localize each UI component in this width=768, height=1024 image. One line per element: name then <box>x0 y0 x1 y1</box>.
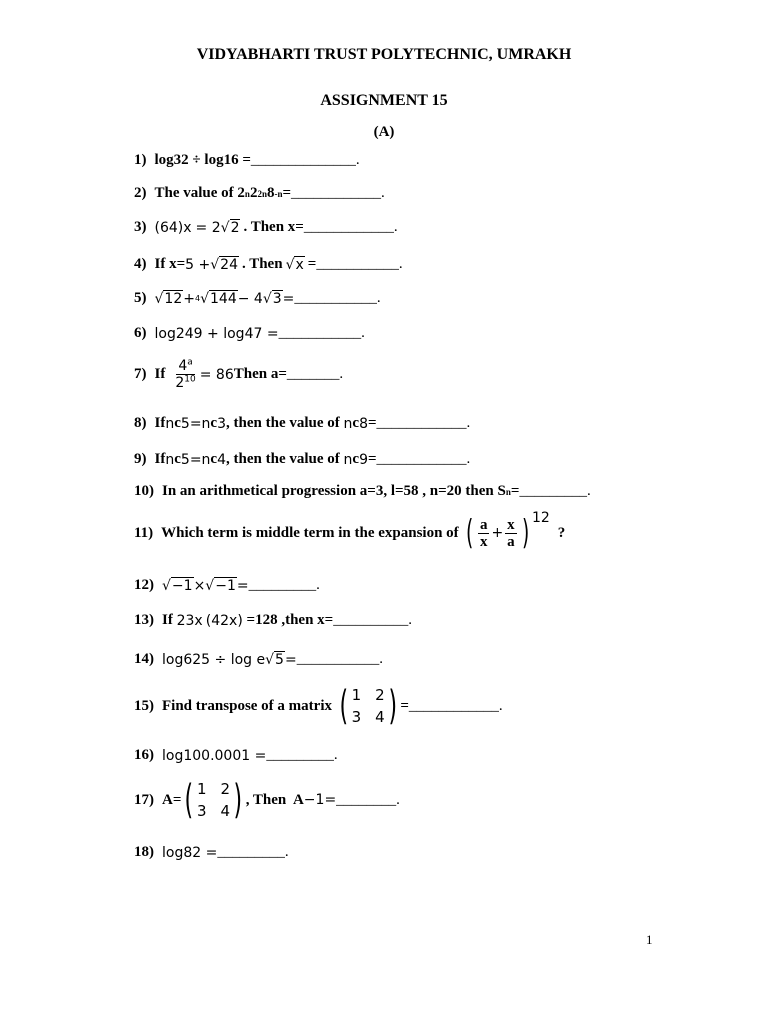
equals-sign: = <box>324 792 337 808</box>
institution-title: VIDYABHARTI TRUST POLYTECHNIC, UMRAKH <box>196 46 572 63</box>
question-10: 10) In an arithmetical progression a=3, l=58 , n=20 then S n = _________. <box>134 483 591 499</box>
answer-blank: __________. <box>333 612 412 628</box>
matrix-cell: 1 <box>351 686 362 704</box>
question-text: The value of 2 <box>154 185 245 201</box>
answer-blank: ________. <box>336 791 400 808</box>
question-2: 2) The value of 2 n 2 2n 8 -n = ____________. <box>134 185 385 201</box>
base: 8 <box>266 185 275 201</box>
fraction <box>173 358 197 391</box>
question-5: 5) √ 12 + 4 √ 144 − 4 √ 3 = ___________. <box>134 290 381 307</box>
right-bracket: ) <box>388 683 397 729</box>
question-text: , then the value of <box>226 415 344 431</box>
equals-sign: = <box>400 697 409 714</box>
radical-sign: √ <box>210 256 220 273</box>
radicand: −1 <box>215 578 236 594</box>
radicand: 144 <box>210 291 237 307</box>
radicand: 2 <box>230 220 240 236</box>
equals-sign: = <box>367 415 377 431</box>
answer-blank: ____________. <box>303 219 398 235</box>
question-13: 13) If 2 3x ( 4 2x ) =128 ,then x= __________. <box>134 612 412 629</box>
question-text: , Then A <box>245 791 304 808</box>
right-paren: ) <box>237 612 243 629</box>
question-number: 18) <box>134 844 154 860</box>
matrix <box>352 686 385 726</box>
radical-sign: √ <box>162 577 171 594</box>
radical-sign: √ <box>200 290 209 307</box>
question-text: , then the value of <box>226 451 344 467</box>
matrix-cell: 2 <box>375 686 385 704</box>
log-function: log <box>154 325 176 342</box>
question-text: If <box>154 366 166 382</box>
answer-blank: ___________. <box>296 651 383 667</box>
answer-blank: _________. <box>519 483 591 499</box>
numerator <box>176 358 194 375</box>
answer-blank: _______. <box>286 366 344 382</box>
question-expression: log32 ÷ log16 = <box>154 152 251 168</box>
equals-sign: = <box>367 451 377 467</box>
question-text: . Then <box>241 256 283 272</box>
question-number: 8) <box>134 415 147 431</box>
answer-blank: ___________. <box>278 325 365 341</box>
equals-sign: = <box>307 256 317 272</box>
answer-blank: _________. <box>248 577 320 593</box>
matrix-cell: 3 <box>351 708 362 726</box>
question-18: 18) log 8 2 = _________. <box>134 844 289 861</box>
combination-symbol: c <box>174 415 181 431</box>
base: 4 <box>211 612 221 629</box>
question-text: If x= <box>154 256 186 272</box>
question-1 <box>134 152 360 169</box>
question-number: 16) <box>134 747 154 763</box>
left-bracket: ( <box>184 777 194 823</box>
radicand: x <box>295 257 304 273</box>
radical-sign: √ <box>154 290 164 307</box>
answer-blank: ____________. <box>376 451 471 467</box>
expression: 0.0001 = <box>201 747 267 764</box>
radical-sign: √ <box>262 290 272 307</box>
answer-blank: ___________. <box>294 290 381 306</box>
right-bracket: ) <box>233 777 243 823</box>
assignment-title: ASSIGNMENT 15 <box>320 92 448 109</box>
expression: 2 = <box>192 844 218 861</box>
combination-symbol: c <box>174 451 181 467</box>
denominator-base: 2 <box>175 375 185 391</box>
question-4 <box>134 256 403 273</box>
combination-symbol: c <box>210 415 218 431</box>
radicand: 24 <box>220 257 238 273</box>
question-17: 17) A= ( 1 2 3 4 ) , Then A −1 = ________. <box>134 777 400 823</box>
numerator: a <box>479 516 488 533</box>
radicand: 3 <box>272 291 282 307</box>
combination-symbol: c <box>352 451 360 467</box>
question-text: If <box>154 451 166 467</box>
question-mark: ? <box>557 524 566 541</box>
answer-blank: ____________. <box>408 697 503 714</box>
question-number: 4) <box>134 256 147 272</box>
question-number: 5) <box>134 290 147 306</box>
log-function: log <box>162 844 184 861</box>
minus-term: − 4 <box>237 290 263 307</box>
question-3: 3) (64) x = 2 √ 2 . Then x= ____________. <box>134 219 398 236</box>
radicand: 5 <box>275 652 284 668</box>
exponent: a <box>187 357 193 368</box>
log-function: log <box>162 747 184 764</box>
expression: 49 + log <box>184 325 245 342</box>
exponent: 10 <box>184 374 196 385</box>
question-16: 16) log 10 0.0001 = _________. <box>134 747 338 764</box>
equals-expression: = 8 <box>199 366 225 383</box>
combination-symbol: c <box>352 415 360 431</box>
question-7: 7) If $\frac{4^a}{2^{10}}$ = 8 6 Then a= _______. <box>134 357 344 391</box>
question-text: Then a= <box>233 366 287 382</box>
radicand: −1 <box>171 578 193 594</box>
left-paren: ( <box>465 513 473 553</box>
question-8: 8) If n c 5 = n c 3 , then the value of n c 8 = ____________. <box>134 415 471 432</box>
question-text: If <box>162 612 177 628</box>
combination-symbol: c <box>210 451 218 467</box>
question-number: 2) <box>134 185 147 201</box>
question-12 <box>134 577 320 594</box>
question-text: If <box>154 415 166 431</box>
left-bracket: ( <box>339 683 349 729</box>
question-number: 1) <box>134 152 147 168</box>
denominator: x <box>479 533 488 550</box>
expression: log625 ÷ log e <box>162 651 266 668</box>
numerator: x <box>507 516 515 533</box>
numerator-base: 4 <box>178 358 188 374</box>
question-9: 9) If n c 5 = n c 4 , then the value of n c 9 = ____________. <box>134 451 471 468</box>
equals-sign: = <box>282 185 292 201</box>
radical-sign: √ <box>220 219 230 236</box>
question-text: A= <box>162 791 182 808</box>
equals-sign: = <box>236 577 249 594</box>
question-number: 15) <box>134 697 154 714</box>
times-sign: × <box>193 577 206 594</box>
matrix-cell: 4 <box>375 708 385 726</box>
base: 2 <box>176 612 186 629</box>
answer-blank: ___________. <box>316 256 403 272</box>
answer-blank: _________. <box>266 747 338 763</box>
matrix <box>197 780 230 820</box>
answer-blank: ____________. <box>376 415 471 431</box>
expression: 5 + <box>185 256 211 273</box>
matrix-cell: 2 <box>220 780 231 798</box>
expression: 7 = <box>253 325 279 342</box>
question-number: 9) <box>134 451 147 467</box>
question-number: 6) <box>134 325 147 341</box>
section-label: (A) <box>373 124 395 140</box>
base: 2 <box>249 185 258 201</box>
equals-expression: = 2 <box>195 219 221 236</box>
equals-sign: = <box>284 651 297 668</box>
plus-sign: + <box>491 525 504 541</box>
equals-sign: = <box>189 415 202 432</box>
fraction <box>505 517 517 550</box>
denominator: a <box>507 533 515 550</box>
question-14 <box>134 651 383 668</box>
answer-blank: _________. <box>217 844 289 860</box>
question-number: 10) <box>134 483 154 499</box>
question-text: Which term is middle term in the expansion of <box>161 524 459 541</box>
equals-sign: = <box>510 483 520 499</box>
question-number: 3) <box>134 219 147 235</box>
question-number: 14) <box>134 651 154 667</box>
equals-sign: = <box>282 290 295 307</box>
question-text: . Then x= <box>243 219 304 235</box>
right-paren: ) <box>521 513 529 553</box>
radical-sign: √ <box>265 651 275 668</box>
page-number: 1 <box>646 932 653 947</box>
radical-sign: √ <box>285 256 295 273</box>
base: (64) <box>154 219 184 236</box>
fraction <box>478 517 490 550</box>
question-6: 6) log 2 49 + log 4 7 = ___________. <box>134 325 365 342</box>
question-number: 7) <box>134 366 147 382</box>
question-15 <box>134 683 503 729</box>
question-text: In an arithmetical progression a=3, l=58 , n=20 then S <box>162 483 506 499</box>
question-number: 11) <box>134 524 154 541</box>
plus-sign: + <box>183 290 195 307</box>
equals-sign: = <box>189 451 202 468</box>
answer-blank: ______________. <box>250 152 360 168</box>
question-11: 11) Which term is middle term in the expansion of ( $\frac{a}{x}$ + $\frac{x}{a}$ ) 12 ? <box>134 510 566 553</box>
question-number: 13) <box>134 612 154 628</box>
question-text: Find transpose of a matrix <box>162 697 332 714</box>
matrix-cell: 1 <box>197 780 207 798</box>
answer-blank: ____________. <box>291 185 385 201</box>
radical-sign: √ <box>205 577 215 594</box>
matrix-cell: 3 <box>197 802 207 820</box>
question-number: 17) <box>134 791 154 808</box>
radicand: 12 <box>164 291 183 307</box>
question-text: =128 ,then x= <box>242 612 334 628</box>
question-number: 12) <box>134 577 154 593</box>
matrix-cell: 4 <box>220 802 231 820</box>
left-paren: ( <box>205 612 212 629</box>
denominator <box>173 375 197 391</box>
